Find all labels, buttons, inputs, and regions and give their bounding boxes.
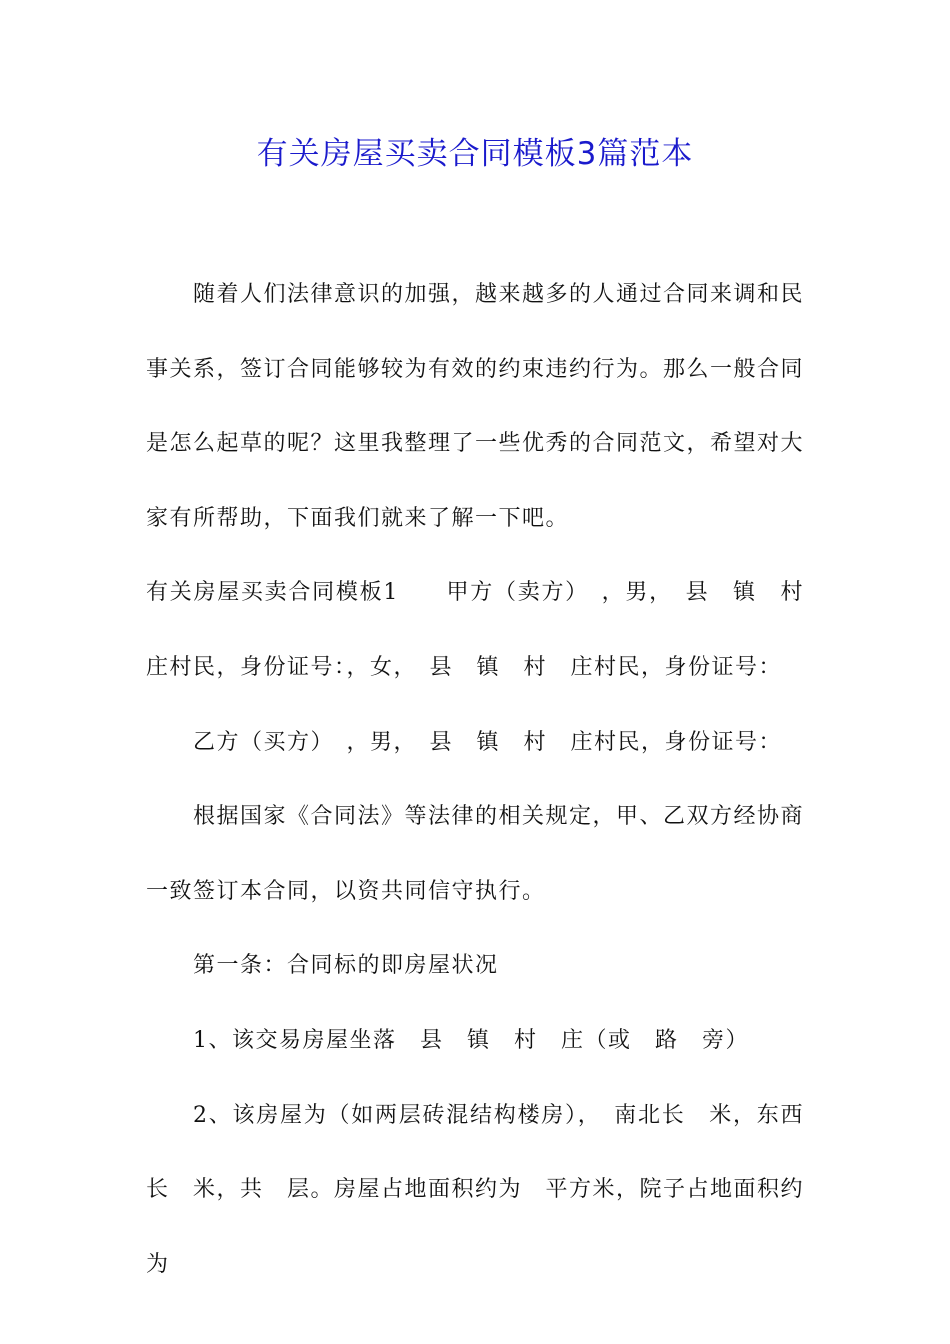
template-1-heading-paragraph: 有关房屋买卖合同模板1 甲方（卖方） ，男， 县 镇 村 庄村民，身份证号：，女， 县 镇 村 庄村民，身份证号： — [146, 580, 828, 680]
article-1-heading: 第一条：合同标的即房屋状况 — [193, 953, 499, 979]
party-b-paragraph: 乙方（买方） ，男， 县 镇 村 庄村民，身份证号： — [193, 729, 783, 755]
document-title: 有关房屋买卖合同模板3篇范本 — [256, 136, 694, 172]
document-body — [146, 258, 828, 1302]
legal-basis-paragraph: 根据国家《合同法》等法律的相关规定，甲、乙双方经协商一致签订本合同，以资共同信守执行。 — [146, 804, 805, 904]
intro-paragraph: 随着人们法律意识的加强，越来越多的人通过合同来调和民事关系，签订合同能够较为有效的约束违约行为。那么一般合同是怎么起草的呢？这里我整理了一些优秀的合同范文，希望对大家有所帮助，下面我们就来了解一下吧。 — [146, 282, 805, 531]
article-1-item-1: 1、该交易房屋坐落 县 镇 村 庄（或 路 旁） — [193, 1027, 749, 1053]
article-1-item-2: 2、该房屋为（如两层砖混结构楼房）， 南北长 米，东西长 米，共 层。房屋占地面积约为 平方米，院子占地面积约为 — [146, 1102, 805, 1277]
